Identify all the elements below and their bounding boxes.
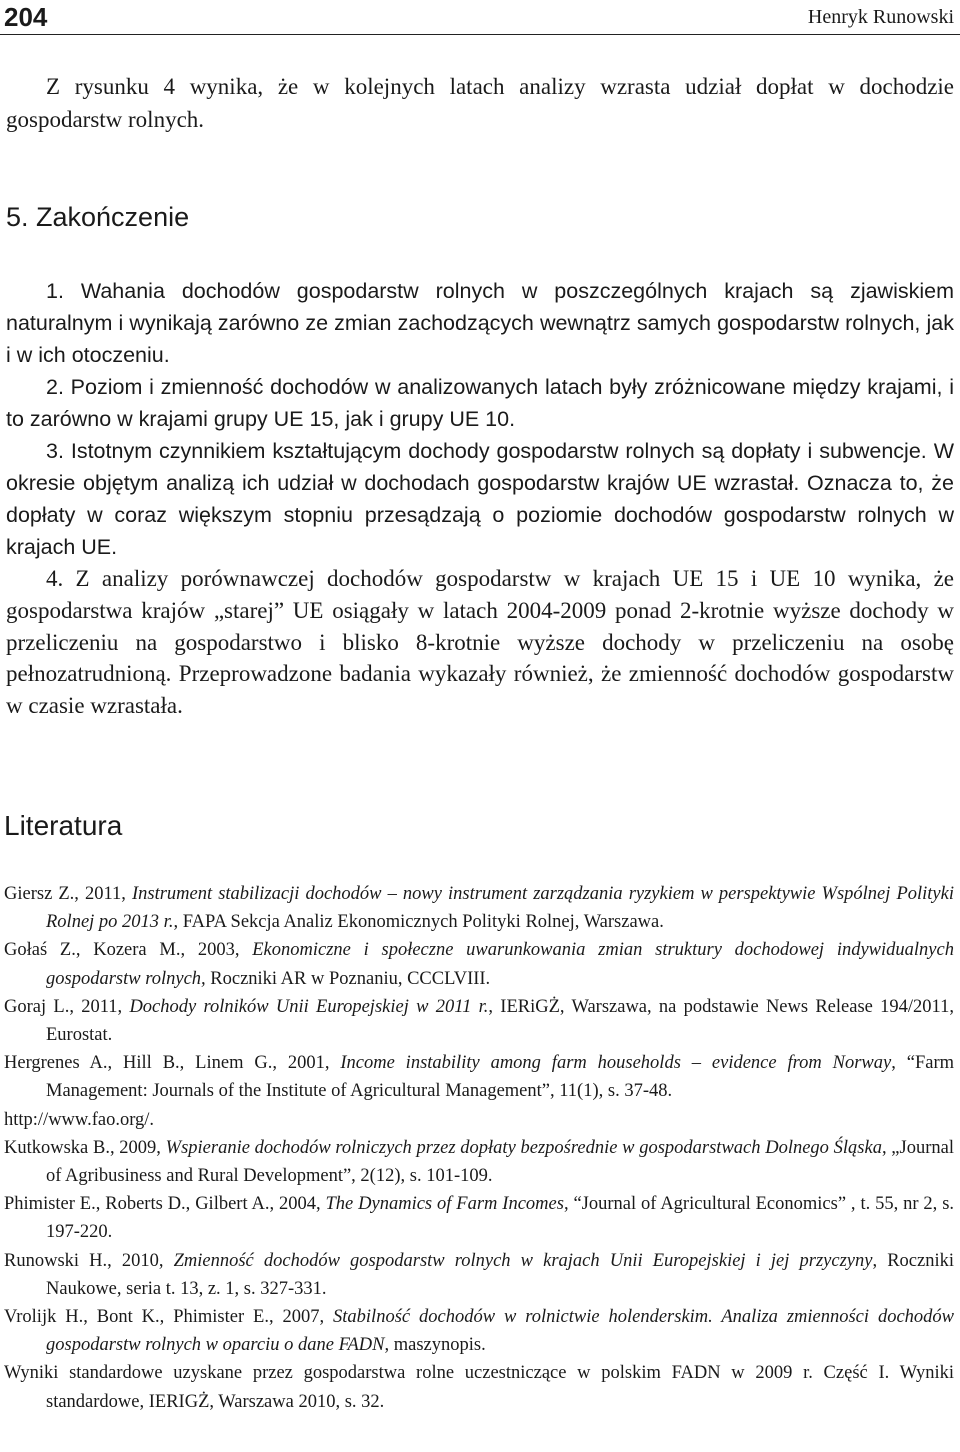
reference-title: The Dynamics of Farm Incomes bbox=[325, 1194, 564, 1215]
reference-authors: Runowski H., 2010, bbox=[4, 1250, 174, 1271]
reference-item bbox=[4, 1303, 954, 1359]
reference-authors: Hergrenes A., Hill B., Linem G., 2001, bbox=[4, 1053, 341, 1074]
reference-publication: , FAPA Sekcja Analiz Ekonomicznych Polityki Rolnej, Warszawa. bbox=[173, 912, 664, 933]
section-title: 5. Zakończenie bbox=[6, 202, 190, 232]
conclusion-item-3: 3. Istotnym czynnikiem kształtującym dochody gospodarstw rolnych są dopłaty i subwencje. W okresie objętym analizą ich udział w dochodach gospodarstw krajów UE wzrastał. Oznacza to, że dopłaty w coraz większym stopniu przesądzają o poziomie dochodów gospodarstw rolnych w krajach UE. bbox=[6, 439, 954, 559]
reference-authors: Kutkowska B., 2009, bbox=[4, 1137, 166, 1158]
reference-item bbox=[4, 1359, 954, 1415]
conclusions-list bbox=[6, 275, 954, 722]
page-number: 204 bbox=[4, 2, 48, 32]
reference-item bbox=[4, 880, 954, 936]
conclusion-item-2: 2. Poziom i zmienność dochodów w analizowanych latach były zróżnicowane między krajami, i to zarówno w krajami grupy UE 15, jak i grupy UE 10. bbox=[6, 375, 954, 431]
reference-item bbox=[4, 1190, 954, 1246]
reference-item bbox=[4, 1106, 954, 1134]
reference-publication: , Roczniki Naukowe, seria t. 13, z. 1, s. 327-331. bbox=[46, 1250, 954, 1299]
reference-title: Zmienność dochodów gospodarstw rolnych w krajach Unii Europejskiej i jej przyczyny bbox=[173, 1250, 873, 1271]
reference-authors: Gołaś Z., Kozera M., 2003, bbox=[4, 940, 253, 961]
references-list bbox=[4, 880, 954, 1416]
reference-authors: Goraj L., 2011, bbox=[4, 996, 130, 1017]
reference-publication: Roczniki AR w Poznaniu, CCCLVIII. bbox=[205, 968, 491, 989]
reference-publication: , „Journal of Agribusiness and Rural Development”, 2(12), s. 101-109. bbox=[46, 1137, 954, 1187]
reference-publication: , “Journal of Agricultural Economics” , t. 55, nr 2, s. 197-220. bbox=[46, 1194, 955, 1243]
reference-item bbox=[4, 1247, 954, 1303]
reference-source: Wyniki standardowe uzyskane przez gospodarstwa rolne uczestniczące w polskim FADN w 2009 r. Część I. Wyniki standardowe, IERIGŻ, Warszawa 2010, s. 32. bbox=[4, 1363, 954, 1412]
reference-title: Dochody rolników Unii Europejskiej w 2011 r. bbox=[129, 996, 489, 1017]
conclusion-item-4: 4. Z analizy porównawczej dochodów gospodarstw w krajach UE 15 i UE 10 wynika, że gospodarstwa krajów „starej” UE osiągały w latach 2004-2009 ponad 2-krotnie wyższe dochody w przeliczeniu na gospodarstwo i blisko 8-krotnie wyższe dochody w przeliczeniu na osobę pełnozatrudnioną. Przeprowadzone badania wykazały również, że zmienność dochodów gospodarstw w czasie wzrastała. bbox=[6, 566, 954, 719]
reference-item bbox=[4, 1049, 954, 1105]
reference-title: Ekonomiczne i społeczne uwarunkowania zmian struktury dochodowej indywidualnych gospodarstw rolnych, bbox=[46, 940, 954, 989]
reference-publication: , IERiGŻ, Warszawa, na podstawie News Release 194/2011, Eurostat. bbox=[46, 996, 954, 1046]
reference-title: Stabilność dochodów w rolnictwie holenderskim. Analiza zmienności dochodów gospodarstw rolnych w oparciu o dane FADN bbox=[46, 1307, 954, 1356]
conclusion-item-1: 1. Wahania dochodów gospodarstw rolnych w poszczególnych krajach są zjawiskiem naturalnym i wynikają zarówno ze zmian zachodzących wewnątrz samych gospodarstw rolnych, jak i w ich otoczeniu. bbox=[6, 279, 954, 367]
reference-authors: Vrolijk H., Bont K., Phimister E., 2007, bbox=[4, 1307, 334, 1328]
reference-publication: , “Farm Management: Journals of the Institute of Agricultural Management”, 11(1), s. 37-48. bbox=[46, 1053, 955, 1102]
reference-item bbox=[4, 1134, 954, 1190]
intro-paragraph: Z rysunku 4 wynika, że w kolejnych latach analizy wzrasta udział dopłat w dochodzie gospodarstw rolnych. bbox=[6, 74, 954, 132]
reference-title: Instrument stabilizacji dochodów – nowy instrument zarządzania ryzykiem w perspektywie Wspólnej Polityki Rolnej po 2013 r. bbox=[46, 884, 954, 933]
reference-item bbox=[4, 993, 954, 1049]
reference-item bbox=[4, 936, 954, 992]
literature-title: Literatura bbox=[4, 810, 123, 841]
running-head-author: Henryk Runowski bbox=[807, 6, 954, 28]
reference-url: http://www.fao.org/. bbox=[4, 1109, 155, 1130]
reference-publication: , maszynopis. bbox=[384, 1335, 486, 1356]
reference-authors: Phimister E., Roberts D., Gilbert A., 2004, bbox=[4, 1194, 326, 1215]
reference-authors: Giersz Z., 2011, bbox=[4, 884, 132, 904]
page-header bbox=[0, 0, 960, 35]
reference-title: Income instability among farm households – evidence from Norway bbox=[340, 1053, 892, 1074]
reference-title: Wspieranie dochodów rolniczych przez dopłaty bezpośrednie w gospodarstwach Dolnego Śląska bbox=[165, 1137, 882, 1158]
